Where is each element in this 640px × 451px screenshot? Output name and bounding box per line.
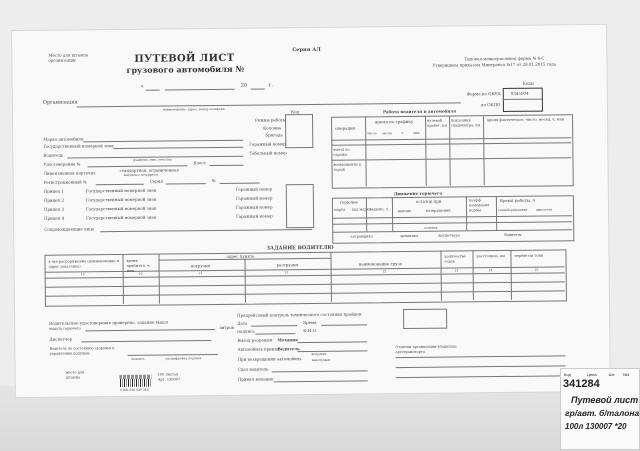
trailer4-plate-label: Государственный номерной знак bbox=[86, 214, 157, 221]
sticker-line3: 100л 130007 *20 bbox=[565, 422, 627, 431]
dispatcher-sig-fuel: диспетчера bbox=[438, 233, 460, 238]
departure-row: выезд из гаража bbox=[333, 147, 350, 157]
special-equipment-header: Время работы, ч bbox=[499, 197, 536, 204]
okud-label: Форма по ОКУД bbox=[466, 91, 501, 97]
task-title: ЗАДАНИЕ ВОДИТЕЛЮ bbox=[266, 244, 334, 252]
mechanic-sig-fuel: механика bbox=[400, 233, 419, 239]
license-checked-label: Водительское удостоверение проверено, задание выдал bbox=[49, 319, 169, 326]
cargo-name-header: наименование груза bbox=[358, 261, 403, 267]
sticker-code-word: Код bbox=[564, 372, 571, 377]
zero-run-header: нулевой пробег, км bbox=[427, 118, 447, 128]
organization-label: Организация bbox=[42, 99, 78, 106]
return-row: возвращение в гараж bbox=[333, 162, 361, 172]
driver-sig-fuel: Водитель bbox=[504, 232, 522, 237]
barcode bbox=[120, 375, 152, 387]
marks-line-2[interactable] bbox=[396, 365, 566, 368]
arrival-time-header: время прибытия, ч, мин. bbox=[126, 258, 151, 273]
garage-number-box[interactable] bbox=[286, 184, 314, 228]
okud-code: 0345004 bbox=[510, 90, 529, 96]
signatures-header: подписи bbox=[424, 225, 438, 230]
car-accepted-label: Автомобиль принял bbox=[237, 346, 280, 352]
in-order-label: исправен bbox=[311, 351, 327, 357]
sheets-label: 100 листов bbox=[157, 372, 179, 377]
engine-header: двигателя bbox=[535, 207, 553, 212]
standard-form-label: Типовая межотраслевая форма № 4-С bbox=[464, 55, 545, 62]
licence-card-label: Лицензионная карточка bbox=[43, 170, 96, 176]
exit-mechanic-line[interactable] bbox=[297, 341, 367, 343]
col-num-20: 20 bbox=[138, 271, 143, 276]
precheck-time-line[interactable] bbox=[321, 324, 367, 325]
organization-hint: наименование, адрес, номер телефона bbox=[162, 106, 225, 112]
coef-header: коэфф. изменения нормы bbox=[468, 198, 490, 213]
brigade-label: Бригада bbox=[265, 132, 283, 138]
trailer2-plate-label: Государственный номерной знак bbox=[85, 196, 157, 203]
series-label: Серия АЛ bbox=[292, 46, 321, 54]
unloading-header: разгрузки bbox=[276, 262, 299, 268]
mark-box[interactable] bbox=[403, 309, 447, 329]
health-admit-label: Водитель по состоянию здоровья к управлению допущен bbox=[49, 346, 115, 356]
car-accepted-line[interactable] bbox=[297, 350, 367, 352]
hours-header: ч. bbox=[401, 131, 405, 136]
health-decode-hint: расшифровка подписи bbox=[165, 356, 202, 361]
licence-options: стандартная, ограниченная bbox=[119, 167, 179, 174]
organization-line[interactable] bbox=[77, 102, 461, 107]
code-column-box[interactable] bbox=[285, 114, 313, 148]
reg-no-label: № bbox=[211, 177, 216, 184]
sticker-small2: Шт. bbox=[609, 372, 616, 377]
issued-header: выдано, л bbox=[369, 207, 388, 212]
marks-line-1[interactable] bbox=[396, 355, 566, 358]
reg-series-label: Серия bbox=[149, 178, 163, 184]
codes-label: Коды bbox=[522, 80, 534, 86]
escort-label: Сопровождающие лица bbox=[44, 226, 95, 232]
precheck-time-label: Время bbox=[303, 319, 317, 326]
sticker-small3: №1 bbox=[623, 372, 630, 377]
trailer1-label: Прицеп 1 bbox=[43, 188, 64, 194]
column-label: Колонна bbox=[263, 125, 282, 131]
on-return-label: При возвращении автомобиль bbox=[237, 356, 302, 362]
car-brand-line[interactable] bbox=[83, 140, 243, 143]
garage-number-label: Гаражный номер bbox=[249, 141, 286, 147]
date-year-line[interactable] bbox=[251, 88, 265, 89]
exit-allowed-label: Выезд разрешен bbox=[237, 337, 273, 343]
article-label: Арт. 130007 bbox=[157, 377, 181, 382]
fuel-header: горючее bbox=[339, 199, 358, 205]
precheck-date-line[interactable] bbox=[251, 325, 297, 326]
precheck-fio-label: Ф.И.О. bbox=[303, 327, 318, 334]
trailer3-plate-label: Государственный номерной знак bbox=[85, 205, 157, 212]
sticker-code: 341284 bbox=[563, 378, 600, 390]
dispatcher-line[interactable] bbox=[81, 340, 211, 342]
accepted-mech-line[interactable] bbox=[274, 380, 368, 382]
price-sticker bbox=[560, 368, 640, 450]
distance-header: расстояние, км bbox=[476, 253, 505, 259]
at-return-header: возвращении bbox=[425, 208, 451, 213]
remainder-header: остаток при bbox=[415, 198, 442, 204]
code-label: Код bbox=[290, 109, 299, 115]
page-title: ПУТЕВОЙ ЛИСТ bbox=[134, 52, 235, 65]
minutes-header: мин. bbox=[413, 130, 421, 135]
fuel-brand-header: марка bbox=[333, 207, 346, 212]
date-month-line[interactable] bbox=[165, 89, 235, 91]
col-num-21b: 21 bbox=[284, 270, 289, 275]
trailer1-plate-label: Государственный номерной знак bbox=[85, 187, 157, 194]
trailer3-label: Прицеп 3 bbox=[43, 206, 65, 212]
state-plate-label: Государственный номерной знак bbox=[43, 143, 114, 149]
faulty-label: неисправен bbox=[311, 357, 331, 363]
car-brand-label: Марка автомобиля bbox=[43, 136, 84, 142]
dispatcher-label: Диспетчер bbox=[49, 336, 73, 342]
sticker-small1: Цена bbox=[587, 372, 597, 377]
accepted-mech-label: Принял механик bbox=[237, 376, 274, 382]
points-address-header: адрес пункта bbox=[226, 253, 255, 259]
car-accepted-driver-label: Водитель bbox=[277, 346, 300, 352]
class-line[interactable] bbox=[210, 165, 244, 166]
precheck-date-label: Дата bbox=[237, 320, 248, 326]
col-num-22: 22 bbox=[382, 269, 387, 274]
operation-header: операция bbox=[335, 125, 356, 131]
work-mode-label: Режим работы bbox=[255, 117, 287, 123]
med-stamp-label: место для штампа bbox=[65, 370, 85, 380]
schedule-time-header: время по графику bbox=[375, 118, 414, 125]
marks-line-3[interactable] bbox=[396, 375, 566, 378]
okpo-label: по ОКПО bbox=[480, 102, 501, 108]
trailer2-garage-label: Гаражный номер bbox=[235, 195, 273, 201]
license-label: Удостоверение № bbox=[43, 161, 81, 167]
trailer1-garage-label: Гаражный номер bbox=[235, 186, 273, 192]
trailer3-garage-label: Гаражный номер bbox=[235, 204, 273, 210]
date-quote: « bbox=[140, 83, 144, 90]
task-dispatch-header: в чье распоряжение (наименование и адрес заказчика) bbox=[48, 259, 119, 269]
reg-series-line[interactable] bbox=[166, 183, 206, 184]
issue-fuel-label: выдать горючего bbox=[49, 326, 81, 331]
sticker-line1: Путевой лист bbox=[571, 395, 639, 405]
col-num-23: 23 bbox=[454, 268, 459, 273]
odometer-header: показания спидометра, км bbox=[451, 118, 481, 128]
reg-number-line[interactable] bbox=[96, 184, 144, 186]
actual-time-header: время фактическое, число, месяц, ч, мин bbox=[487, 117, 565, 123]
cross-out-hint: ненужное зачеркнуть bbox=[123, 172, 159, 177]
at-departure-header: выезде bbox=[397, 208, 411, 214]
month-header: месяц bbox=[382, 131, 392, 136]
equipment-header: спецоборудования bbox=[497, 207, 528, 213]
handed-label: Сдал водитель bbox=[237, 366, 269, 372]
state-plate-line[interactable] bbox=[113, 147, 243, 149]
col-num-25: 25 bbox=[534, 267, 539, 272]
driver-work-title: Работа водителя и автомобиля bbox=[382, 108, 457, 115]
escort-line[interactable] bbox=[100, 229, 312, 232]
driver-label: Водитель bbox=[43, 152, 64, 158]
issue-fuel-line[interactable] bbox=[85, 329, 215, 331]
col-num-21a: 21 bbox=[198, 271, 203, 276]
marks-label: Отметки организации-владельца автотранспорта bbox=[395, 344, 457, 355]
driver-hint: фамилия, имя, отчество bbox=[133, 157, 172, 162]
approved-by-label: Утверждена приказом Минтранса №17 от 28.01.2015 года bbox=[432, 61, 557, 68]
date-day-line[interactable] bbox=[146, 90, 160, 91]
reg-number-label: Регистрационный № bbox=[43, 179, 87, 185]
stamp-place-label: Место для штампа организации bbox=[48, 52, 89, 63]
class-label: Класс bbox=[193, 160, 207, 166]
col-num-19: 19 bbox=[80, 272, 85, 277]
date-g-label: г. bbox=[268, 82, 273, 89]
precheck-label: Предрейсовый контроль технического состояния пройден bbox=[237, 311, 362, 318]
loading-header: погрузки bbox=[190, 263, 211, 269]
exit-mechanic-label: Механик bbox=[277, 337, 299, 343]
tab-number-label: Табельный номер bbox=[249, 150, 287, 156]
liters-label: литров bbox=[219, 324, 234, 330]
date-year-label: 20 bbox=[240, 82, 248, 89]
trailer4-garage-label: Гаражный номер bbox=[236, 213, 273, 219]
health-sig-hint: подпись bbox=[131, 356, 145, 361]
sticker-line2: гр/авт. б/талона bbox=[565, 408, 640, 418]
trips-count-header: количество ездок bbox=[444, 254, 466, 264]
reg-no-line[interactable] bbox=[220, 183, 260, 184]
fuel-code-header: код марки bbox=[351, 207, 372, 212]
cargo-tons-header: перевезти тонн bbox=[514, 253, 544, 258]
precheck-sig-label: подпись bbox=[237, 328, 255, 334]
waybill-form-sheet bbox=[12, 25, 610, 397]
col-num-24: 24 bbox=[488, 268, 493, 273]
precheck-sig-line[interactable] bbox=[255, 333, 295, 334]
fuel-title: Движение горючего bbox=[393, 190, 443, 197]
day-header: число bbox=[367, 131, 377, 136]
handed-line[interactable] bbox=[272, 370, 368, 372]
barcode-number: 4 606 630 009 348 bbox=[119, 387, 149, 393]
page-subtitle: грузового автомобиля № bbox=[126, 63, 245, 75]
trailer4-label: Прицеп 4 bbox=[44, 215, 65, 221]
trailer2-label: Прицеп 2 bbox=[43, 197, 65, 203]
refueler-sig: заправщика bbox=[350, 234, 373, 239]
